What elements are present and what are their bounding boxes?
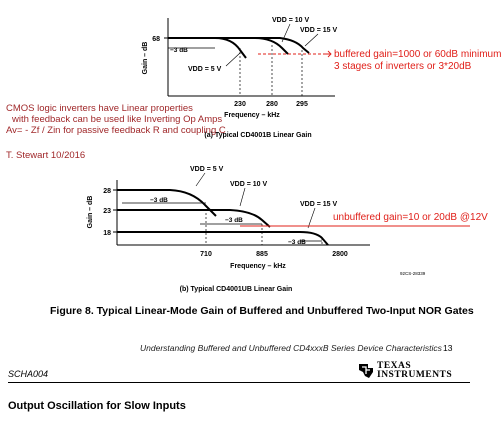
- chart-b-series-10v: [117, 210, 270, 227]
- chart-b-xtick: 710: [200, 251, 212, 258]
- chart-b-code: 92CS-28339: [400, 271, 426, 276]
- ti-wordmark-line1: TEXAS: [377, 361, 412, 371]
- chart-a-ytick: 68: [152, 36, 160, 43]
- ti-logo: [357, 362, 375, 385]
- chart-a-ylabel: Gain – dB: [142, 41, 149, 75]
- chart-b-label-5v: VDD = 5 V: [190, 166, 224, 173]
- footer-page-number: 13: [443, 343, 453, 353]
- chart-b-caption: (b) Typical CD4001UB Linear Gain: [179, 286, 293, 293]
- note-author: T. Stewart 10/2016: [6, 150, 86, 161]
- chart-b-minus3db: −3 dB: [288, 239, 306, 246]
- chart-a-label-10v: VDD = 10 V: [272, 17, 310, 24]
- chart-b-ytick: 18: [103, 230, 111, 237]
- note-line-2: with feedback can be used like Inverting Op Amps: [12, 114, 223, 125]
- annotation-unbuffered-gain: unbuffered gain=10 or 20dB @12V: [333, 212, 488, 223]
- doc-id: SCHA004: [8, 369, 49, 379]
- chart-b-label-10v: VDD = 10 V: [230, 181, 268, 188]
- note-line-1: CMOS logic inverters have Linear properties: [6, 103, 193, 114]
- footer-doc-title: Understanding Buffered and Unbuffered CD4xxxB Series Device Characteristics: [140, 343, 442, 353]
- chart-b-xtick: 2800: [332, 251, 348, 258]
- annotation-buffered-gain: buffered gain=1000 or 60dB minimum: [334, 49, 501, 60]
- annotation-three-stages: 3 stages of inverters or 3*20dB: [334, 61, 472, 72]
- chart-a-xlabel: Frequency – kHz: [224, 112, 280, 119]
- footer-rule: [8, 382, 470, 383]
- chart-b-xlabel: Frequency – kHz: [230, 263, 286, 270]
- chart-b-label-15v: VDD = 15 V: [300, 201, 338, 208]
- chart-b-ylabel: Gain – dB: [87, 195, 94, 229]
- chart-a-xtick: 295: [296, 101, 308, 108]
- chart-b-minus3db: −3 dB: [225, 217, 243, 224]
- ti-state-icon: [357, 362, 375, 380]
- chart-b-ytick: 28: [103, 188, 111, 195]
- ti-wordmark-line2: INSTRUMENTS: [377, 370, 453, 380]
- chart-a-caption: (a) Typical CD4001B Linear Gain: [204, 132, 312, 139]
- chart-a-xtick: 230: [234, 101, 246, 108]
- chart-b-minus3db: −3 dB: [150, 197, 168, 204]
- chart-a-label-5v: VDD = 5 V: [188, 66, 222, 73]
- chart-a-xtick: 280: [266, 101, 278, 108]
- chart-b-xtick: 885: [256, 251, 268, 258]
- chart-a-label-15v: VDD = 15 V: [300, 27, 338, 34]
- figure-caption: Figure 8. Typical Linear-Mode Gain of Buffered and Unbuffered Two-Input NOR Gates: [50, 305, 474, 317]
- section-heading: Output Oscillation for Slow Inputs: [8, 400, 186, 412]
- ti-wordmark: [377, 362, 452, 380]
- chart-a-minus3db: −3 dB: [170, 47, 188, 54]
- note-line-3: Av= - Zf / Zin for passive feedback R and coupling C: [6, 125, 226, 136]
- chart-b-ytick: 23: [103, 208, 111, 215]
